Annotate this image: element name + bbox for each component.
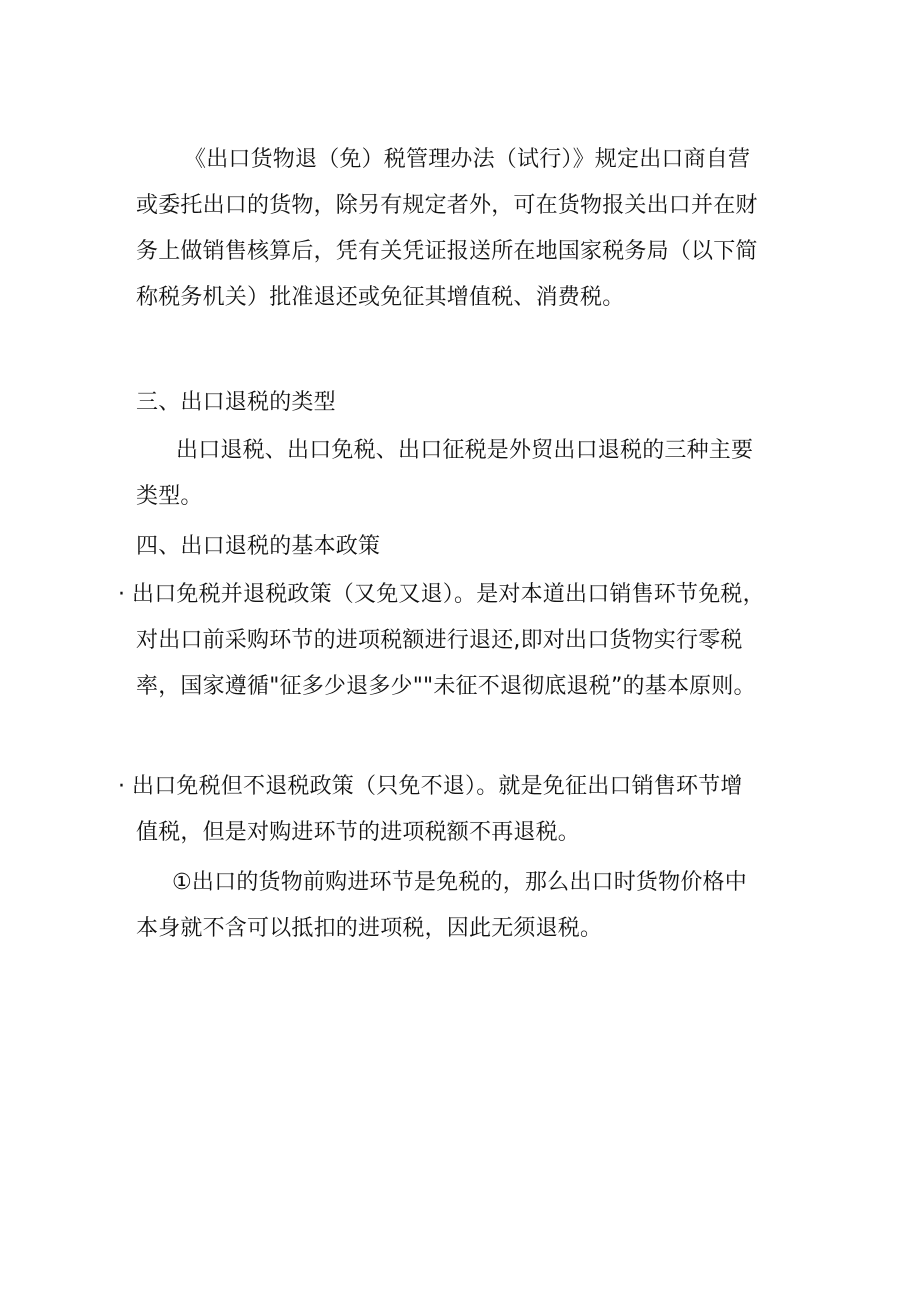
text-line: 对出口前采购环节的进项税额进行退还,即对出口货物实行零税 — [136, 628, 743, 653]
bullet-dot-icon: · — [118, 774, 126, 799]
text-line: 类型。 — [136, 484, 203, 509]
text-line: 或委托出口的货物，除另有规定者外，可在货物报关出口并在财 — [136, 193, 758, 218]
text-line — [118, 572, 808, 618]
paragraph-export-management — [136, 137, 796, 321]
bullet-text: 出口免税但不退税政策（只免不退）。就是免征出口销售环节增 — [132, 774, 743, 799]
section-heading-types — [136, 380, 796, 426]
text-line: 值税，但是对购进环节的进项税额不再退税。 — [136, 820, 581, 845]
text-line: 称税务机关）批准退还或免征其增值税、消费税。 — [136, 285, 625, 310]
text-line — [118, 764, 808, 810]
heading-text: 三、出口退税的类型 — [136, 390, 336, 415]
paragraph-exempt-purchase — [136, 860, 796, 952]
heading-text: 四、出口退税的基本政策 — [136, 534, 381, 559]
text-line: 出口退税、出口免税、出口征税是外贸出口退税的三种主要 — [176, 438, 754, 463]
text-line: 率，国家遵循"征多少退多少""未征不退彻底退税”的基本原则。 — [136, 674, 756, 699]
bullet-item-exempt-no-refund — [118, 764, 808, 856]
bullet-text: 出口免税并退税政策（又免又退）。是对本道出口销售环节免税， — [132, 582, 765, 607]
paragraph-types — [136, 428, 796, 520]
text-line: ①出口的货物前购进环节是免税的，那么出口时货物价格中 — [172, 870, 747, 895]
section-heading-policy — [136, 524, 796, 570]
bullet-dot-icon: · — [118, 582, 126, 607]
bullet-item-exempt-and-refund — [118, 572, 808, 710]
text-line: 本身就不含可以抵扣的进项税，因此无须退税。 — [136, 916, 603, 941]
text-line: 《出口货物退（免）税管理办法（试行）》规定出口商自营 — [184, 147, 751, 172]
text-line: 务上做销售核算后，凭有关凭证报送所在地国家税务局（以下简 — [136, 239, 758, 264]
